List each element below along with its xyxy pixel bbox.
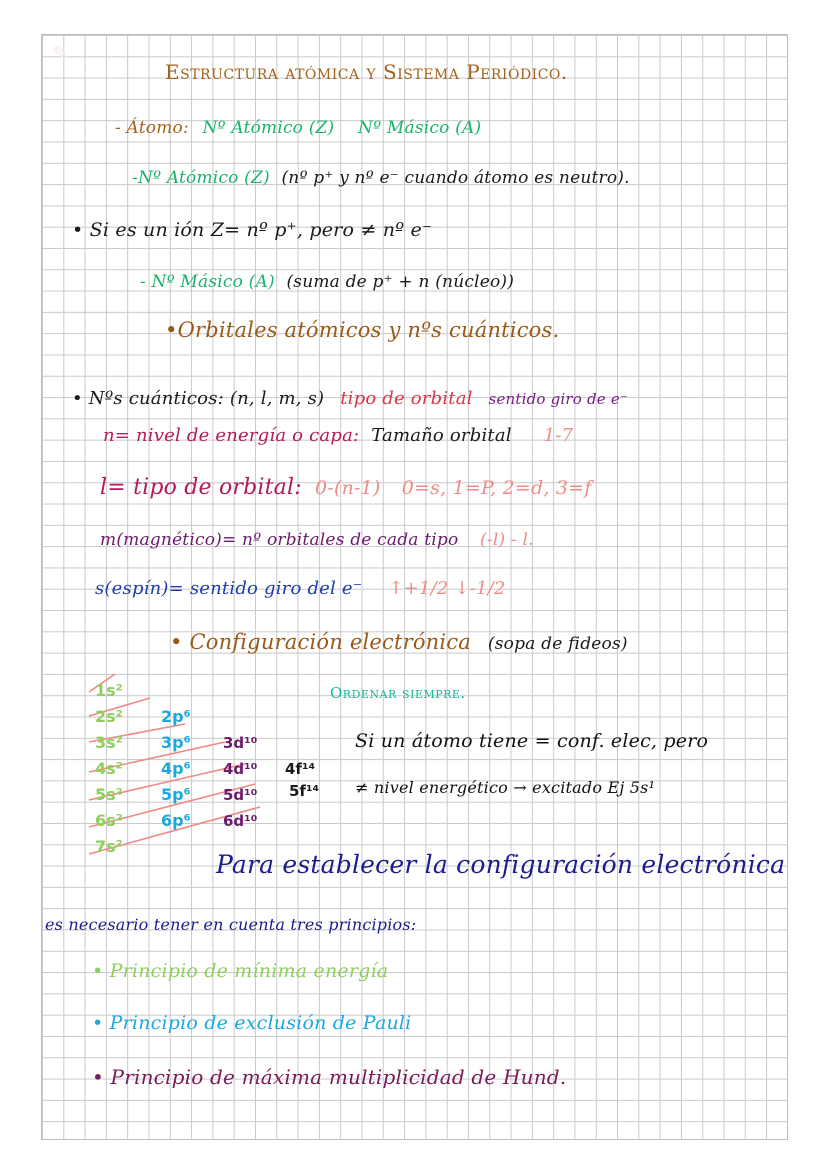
- l-line: [100, 475, 591, 500]
- aufbau-diagram: [85, 672, 345, 872]
- principio-minima-energia: • Principio de mínima energía: [92, 960, 389, 982]
- orbital-6d: 6d¹⁰: [223, 812, 258, 830]
- numero-atomico-label: Nº Atómico (Z): [202, 118, 335, 138]
- l-text: l= tipo de orbital:: [100, 475, 302, 500]
- orbital-5d: 5d¹⁰: [223, 786, 258, 804]
- s-orbitals: [95, 681, 123, 856]
- orbital-5p: 5p⁶: [161, 785, 191, 804]
- principio-hund: • Principio de máxima multiplicidad de Hund.: [92, 1065, 567, 1089]
- faint-mark: ✎: [52, 41, 69, 65]
- n-text: n= nivel de energía o capa:: [103, 425, 360, 446]
- config-paren: (sopa de fideos): [487, 634, 628, 654]
- orbital-3d: 3d¹⁰: [223, 734, 258, 752]
- f-orbitals: [285, 760, 319, 800]
- orbital-7s: 7s²: [95, 837, 123, 856]
- s-values: ↑+1/2 ↓-1/2: [388, 578, 506, 599]
- cuanticos-line: [72, 388, 628, 409]
- a-text: (suma de p⁺ + n (núcleo)): [286, 272, 515, 292]
- ion-line: • Si es un ión Z= nº p⁺, pero ≠ nº e⁻: [72, 219, 433, 241]
- s-line: [95, 578, 506, 599]
- config-heading: [170, 630, 628, 654]
- s-text: s(espín)= sentido giro del e⁻: [95, 578, 363, 599]
- atomo-label: - Átomo:: [115, 118, 189, 138]
- config-label: • Configuración electrónica: [170, 630, 472, 654]
- orbital-3s: 3s²: [95, 733, 123, 752]
- side-note-line-1: Si un átomo tiene = conf. elec, pero: [355, 730, 709, 752]
- page-title: Estructura atómica y Sistema Periódico.: [165, 60, 568, 84]
- n-line: [103, 425, 573, 446]
- tamano-orbital: Tamaño orbital: [371, 425, 512, 446]
- d-orbitals: [223, 734, 257, 830]
- orbital-6s: 6s²: [95, 811, 123, 830]
- m-line: [100, 530, 534, 550]
- l-range: 0-(n-1): [315, 477, 381, 499]
- side-note-line-2: ≠ nivel energético → excitado Ej 5s¹: [355, 778, 656, 797]
- orbital-6p: 6p⁶: [161, 811, 191, 830]
- orbital-1s: 1s²: [95, 681, 123, 700]
- orbital-5f: 5f¹⁴: [289, 782, 320, 800]
- m-range: (-l) - l.: [480, 530, 534, 550]
- orbitales-heading: •Orbitales atómicos y nºs cuánticos.: [165, 318, 560, 342]
- configuracion-intro: Para establecer la configuración electrónica: [216, 850, 786, 879]
- n-range: 1-7: [543, 425, 574, 446]
- orbital-2p: 2p⁶: [161, 707, 191, 726]
- atomo-line: [115, 118, 481, 138]
- a-definition-line: [140, 272, 514, 292]
- z-text: (nº p⁺ y nº e⁻ cuando átomo es neutro).: [281, 168, 630, 188]
- orbital-4s: 4s²: [95, 759, 123, 778]
- orbital-4d: 4d¹⁰: [223, 760, 258, 778]
- z-label: -Nº Atómico (Z): [132, 168, 270, 188]
- orbital-4f: 4f¹⁴: [285, 760, 316, 778]
- a-label: - Nº Másico (A): [140, 272, 275, 292]
- m-text: m(magnético)= nº orbitales de cada tipo: [100, 530, 459, 550]
- orbital-3p: 3p⁶: [161, 733, 191, 752]
- tipo-orbital-note: tipo de orbital: [340, 388, 473, 409]
- p-orbitals: [161, 707, 191, 830]
- ordenar-note: Ordenar siempre.: [330, 684, 466, 702]
- orbital-5s: 5s²: [95, 785, 123, 804]
- cuanticos-label: • Nºs cuánticos: (n, l, m, s): [72, 388, 325, 409]
- l-values: 0=s, 1=P, 2=d, 3=f: [401, 477, 592, 499]
- orbital-2s: 2s²: [95, 707, 123, 726]
- principio-exclusion-pauli: • Principio de exclusión de Pauli: [92, 1012, 412, 1034]
- tres-principios-intro: es necesario tener en cuenta tres principios:: [45, 915, 417, 934]
- numero-masico-label: Nº Másico (A): [358, 118, 482, 138]
- orbital-4p: 4p⁶: [161, 759, 191, 778]
- z-definition-line: [132, 168, 630, 188]
- sentido-giro-note: sentido giro de e⁻: [488, 390, 629, 408]
